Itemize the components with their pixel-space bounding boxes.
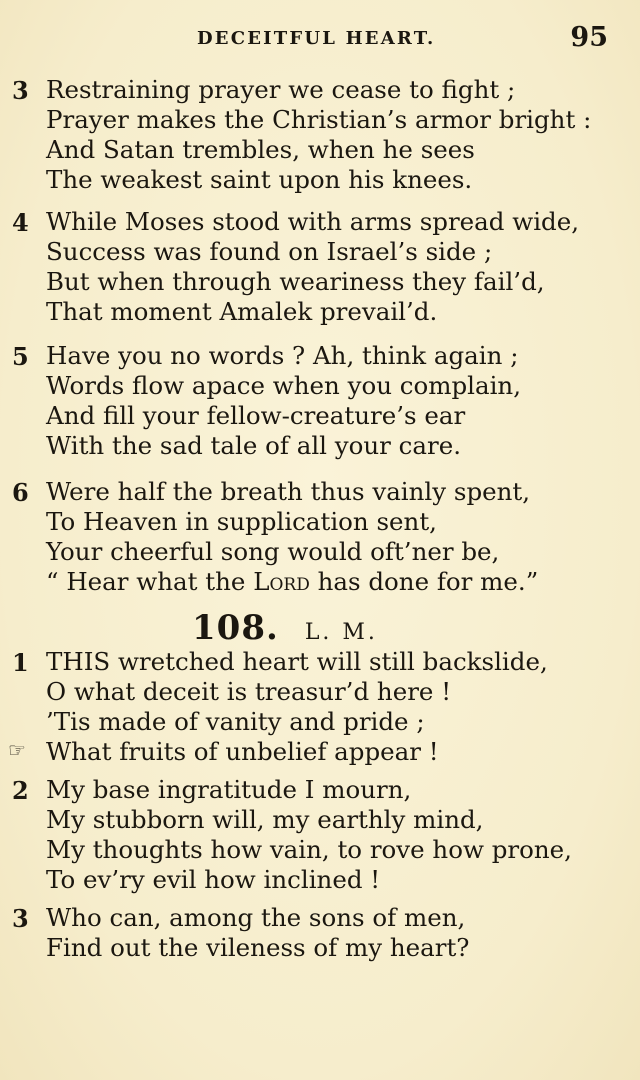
verse-line: Were half the breath thus vainly spent,: [46, 477, 531, 506]
verse-line-part: “ Hear what the: [46, 567, 254, 596]
verse-line: My thoughts how vain, to rove how prone,: [46, 835, 572, 864]
stanza-number: 2: [12, 776, 29, 805]
verse-line: Success was found on Israel’s side ;: [46, 237, 493, 266]
verse-line: With the sad tale of all your care.: [46, 431, 462, 460]
verse-line-part: has done for me.”: [309, 567, 539, 596]
hymn-heading: [192, 608, 378, 648]
verse-line: While Moses stood with arms spread wide,: [46, 207, 580, 236]
verse-line: Find out the vileness of my heart?: [46, 933, 470, 962]
stanza-number: 4: [12, 208, 29, 237]
stanza-number: 3: [12, 76, 29, 105]
verse-line: Your cheerful song would oft’ner be,: [46, 537, 500, 566]
verse-line: To ev’ry evil how inclined !: [46, 865, 381, 894]
verse-line: The weakest saint upon his knees.: [46, 165, 473, 194]
verse-line: Restraining prayer we cease to fight ;: [46, 75, 516, 104]
page-number: 95: [570, 22, 608, 53]
verse-line: What fruits of unbelief appear !: [46, 737, 439, 766]
hymn-number: 108.: [192, 608, 279, 648]
verse-line: THIS wretched heart will still backslide,: [46, 647, 548, 676]
stanza-number: 6: [12, 478, 29, 507]
running-head: DECEITFUL HEART.: [197, 28, 436, 49]
verse-line: And Satan trembles, when he sees: [46, 135, 475, 164]
verse-line: [46, 568, 538, 596]
verse-line: My base ingratitude I mourn,: [46, 775, 412, 804]
verse-line: Words flow apace when you complain,: [46, 371, 521, 400]
verse-line: Who can, among the sons of men,: [46, 903, 466, 932]
verse-line: But when through weariness they fail’d,: [46, 267, 545, 296]
stanza-number: 3: [12, 904, 29, 933]
verse-line: That moment Amalek prevail’d.: [46, 297, 438, 326]
verse-line: Prayer makes the Christian’s armor bright :: [46, 105, 592, 134]
pointing-hand-icon: ☞: [8, 738, 26, 762]
divine-name: Lord: [253, 567, 310, 596]
stanza-number: 1: [12, 648, 29, 677]
verse-line: And fill your fellow-creature’s ear: [46, 401, 466, 430]
hymn-meter: L. M.: [304, 620, 378, 645]
verse-line: My stubborn will, my earthly mind,: [46, 805, 484, 834]
stanza-number: 5: [12, 342, 29, 371]
verse-line: To Heaven in supplication sent,: [46, 507, 437, 536]
verse-line: ’Tis made of vanity and pride ;: [46, 707, 425, 736]
verse-line: Have you no words ? Ah, think again ;: [46, 341, 519, 370]
verse-line: O what deceit is treasur’d here !: [46, 677, 452, 706]
